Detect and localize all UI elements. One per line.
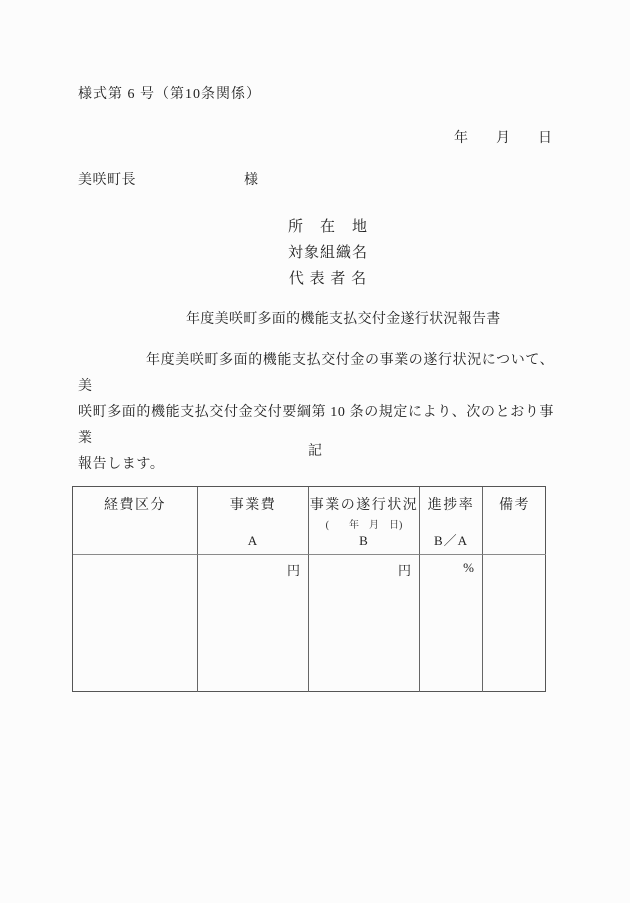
remarks-cell: [483, 555, 546, 692]
progress-rate-header: 進捗率: [427, 498, 475, 513]
addressee-name: 美咲町長: [78, 173, 136, 188]
header-cell-expense-category: [73, 487, 198, 555]
addressee-honorific: 様: [244, 173, 259, 188]
header-cell-progress-rate: [420, 487, 483, 555]
document-title: 年度美咲町多面的機能支払交付金遂行状況報告書: [186, 312, 501, 327]
header-cell-project-cost: [198, 487, 309, 555]
submitter-organization-label: 対象組織名: [287, 245, 368, 261]
paragraph-line-1: 年度美咲町多面的機能支払交付金の事業の遂行状況について、美: [78, 353, 555, 394]
paragraph-line-2: 咲町多面的機能支払交付金交付要綱第 10 条の規定により、次のとおり事業: [78, 405, 554, 446]
execution-status-date-subheader: ( 年 月 日): [325, 520, 403, 531]
expense-category-cell: [73, 555, 198, 692]
submitter-block: [253, 214, 403, 292]
paragraph-line-3: 報告します。: [78, 457, 165, 472]
date-line: 年 月 日: [454, 131, 552, 146]
expense-category-header: 経費区分: [104, 498, 166, 513]
execution-status-header: 事業の遂行状況: [309, 498, 419, 513]
project-cost-cell: 円: [198, 555, 309, 692]
progress-rate-cell: %: [420, 555, 483, 692]
execution-status-code: B: [359, 533, 369, 548]
project-cost-header: 事業費: [229, 498, 277, 513]
project-cost-code: A: [247, 533, 259, 548]
header-cell-remarks: [483, 487, 546, 555]
record-marker: 記: [308, 444, 322, 459]
form-number: 様式第 6 号（第10条関係）: [78, 87, 261, 102]
expense-report-table: [72, 486, 546, 692]
submitter-address-label: 所 在 地: [287, 219, 368, 235]
remarks-header: 備考: [499, 498, 530, 513]
progress-rate-code: B／A: [433, 533, 469, 548]
execution-status-cell: 円: [309, 555, 420, 692]
header-cell-execution-status: [309, 487, 420, 555]
addressee-line: [78, 169, 259, 189]
submitter-representative-label: 代 表 者 名: [288, 271, 368, 287]
